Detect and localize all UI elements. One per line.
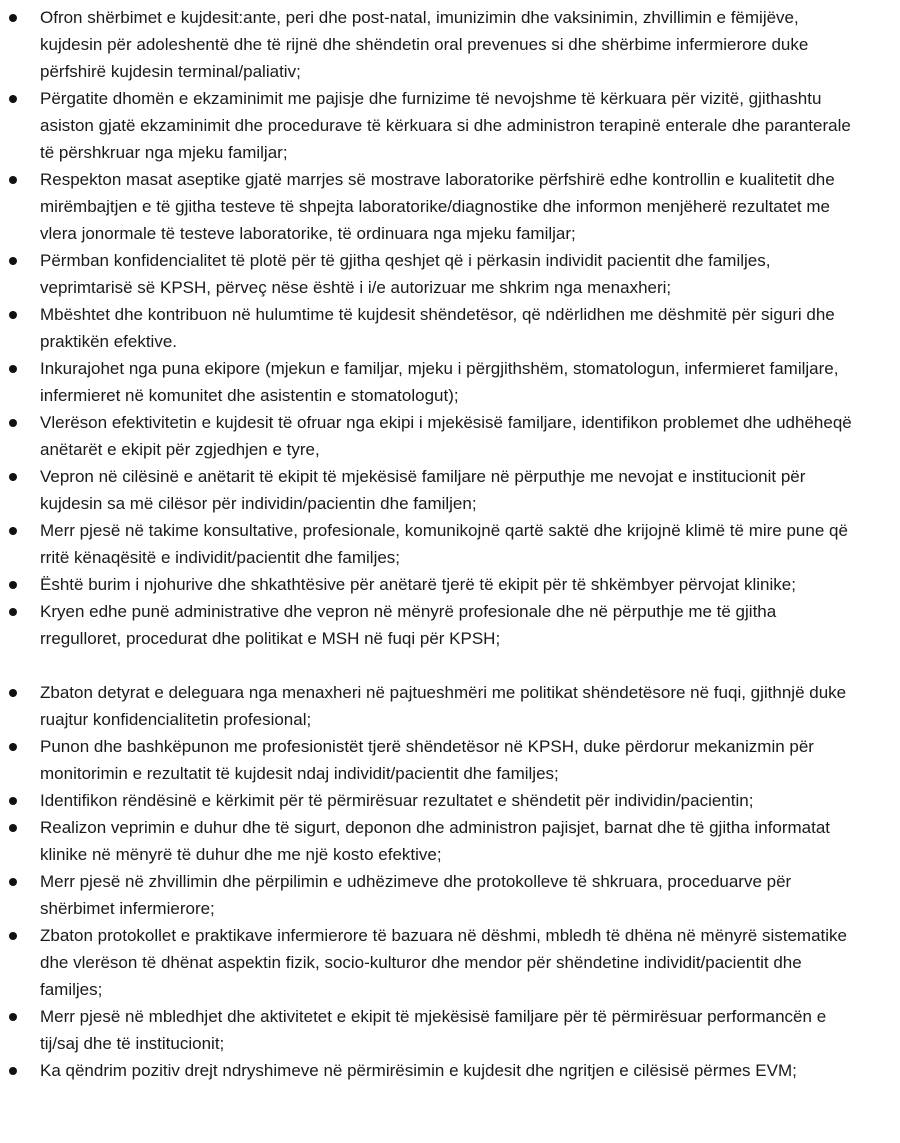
list-item	[0, 409, 900, 463]
list-item-text: Është burim i njohurive dhe shkathtësive për anëtarë tjerë të ekipit për të shkëmbyer përvojat klinike;	[40, 575, 796, 594]
list-item-text: Vlerëson efektivitetin e kujdesit të ofruar nga ekipi i mjekësisë familjare, identifikon problemet dhe udhëheqë anëtarët e ekipit për zgjedhjen e tyre,	[40, 413, 852, 459]
list-item	[0, 787, 900, 814]
list-item	[0, 85, 900, 166]
list-item-text: Ka qëndrim pozitiv drejt ndryshimeve në përmirësimin e kujdesit dhe ngritjen e cilësisë përmes EVM;	[40, 1061, 797, 1080]
list-item	[0, 922, 900, 1003]
list-item-text: Ofron shërbimet e kujdesit:ante, peri dhe post-natal, imunizimin dhe vaksinimin, zhvillimin e fëmijëve, kujdesin për adoleshentë dhe të rijnë dhe shëndetin oral prevenues si dhe shërbime infermierore duke përfshirë kujdesin terminal/paliativ;	[40, 8, 809, 81]
bullet-icon	[9, 14, 17, 22]
bullet-icon	[9, 176, 17, 184]
list-item	[0, 247, 900, 301]
list-item-text: Punon dhe bashkëpunon me profesionistët tjerë shëndetësor në KPSH, duke përdorur mekanizmin për monitorimin e rezultatit të kujdesit ndaj individit/pacientit dhe familjes;	[40, 737, 814, 783]
list-item-text: Inkurajohet nga puna ekipore (mjekun e familjar, mjeku i përgjithshëm, stomatologun, infermieret familjare, infermieret në komunitet dhe asistentin e stomatologut);	[40, 359, 839, 405]
list-item	[0, 355, 900, 409]
list-item-text: Zbaton detyrat e deleguara nga menaxheri në pajtueshmëri me politikat shëndetësore në fuqi, gjithnjë duke ruajtur konfidencialitetin profesional;	[40, 683, 847, 729]
bullet-icon	[9, 689, 17, 697]
list-item	[0, 868, 900, 922]
document-body	[0, 4, 900, 1084]
duties-list-second	[0, 679, 900, 1084]
bullet-icon	[9, 419, 17, 427]
duties-list-first	[0, 4, 900, 652]
bullet-icon	[9, 311, 17, 319]
list-item-text: Identifikon rëndësinë e kërkimit për të përmirësuar rezultatet e shëndetit për individin/pacientin;	[40, 791, 754, 810]
bullet-icon	[9, 932, 17, 940]
list-item	[0, 679, 900, 733]
bullet-icon	[9, 581, 17, 589]
bullet-icon	[9, 527, 17, 535]
bullet-icon	[9, 365, 17, 373]
list-item-text: Përmban konfidencialitet të plotë për të gjitha qeshjet që i përkasin individit pacientit dhe familjes, veprimtarisë së KPSH, përveç nëse është i i/e autorizuar me shkrim nga menaxheri;	[40, 251, 771, 297]
list-item-text: Vepron në cilësinë e anëtarit të ekipit të mjekësisë familjare në përputhje me nevojat e institucionit për kujdesin sa më cilësor për individin/pacientin dhe familjen;	[40, 467, 806, 513]
list-item-text: Zbaton protokollet e praktikave infermierore të bazuara në dëshmi, mbledh të dhëna në mënyrë sistematike dhe vlerëson të dhënat aspektin fizik, socio-kulturor dhe mendor për shëndetine individit/pacientit dhe familjes;	[40, 926, 847, 999]
bullet-icon	[9, 797, 17, 805]
list-item	[0, 571, 900, 598]
bullet-icon	[9, 608, 17, 616]
bullet-icon	[9, 95, 17, 103]
list-item-text: Realizon veprimin e duhur dhe të sigurt, deponon dhe administron pajisjet, barnat dhe të gjitha informatat klinike në mënyrë të duhur dhe me një kosto efektive;	[40, 818, 831, 864]
paragraph-gap	[0, 652, 900, 679]
list-item-text: Merr pjesë në mbledhjet dhe aktivitetet e ekipit të mjekësisë familjare për të përmirësuar performancën e tij/saj dhe të institucionit;	[40, 1007, 827, 1053]
list-item-text: Merr pjesë në zhvillimin dhe përpilimin e udhëzimeve dhe protokolleve të shkruara, proceduarve për shërbimet infermierore;	[40, 872, 792, 918]
bullet-icon	[9, 473, 17, 481]
bullet-icon	[9, 824, 17, 832]
bullet-icon	[9, 743, 17, 751]
list-item-text: Përgatite dhomën e ekzaminimit me pajisje dhe furnizime të nevojshme të kërkuara për vizitë, gjithashtu asiston gjatë ekzaminimit dhe procedurave të kërkuara si dhe administron terapinë enterale dhe paranterale të përshkruar nga mjeku familjar;	[40, 89, 851, 162]
list-item-text: Mbështet dhe kontribuon në hulumtime të kujdesit shëndetësor, që ndërlidhen me dëshmitë për siguri dhe praktikën efektive.	[40, 305, 835, 351]
list-item	[0, 301, 900, 355]
bullet-icon	[9, 1013, 17, 1021]
list-item	[0, 733, 900, 787]
list-item-text: Respekton masat aseptike gjatë marrjes së mostrave laboratorike përfshirë edhe kontrollin e kualitetit dhe mirëmbajtjen e të gjitha testeve të shpejta laboratorike/diagnostike dhe informon menjëherë rezultatet me vlera jonormale të testeve laboratorike, të ordinuara nga mjeku familjar;	[40, 170, 835, 243]
list-item-text: Kryen edhe punë administrative dhe vepron në mënyrë profesionale dhe në përputhje me të gjitha rregulloret, procedurat dhe politikat e MSH në fuqi për KPSH;	[40, 602, 777, 648]
bullet-icon	[9, 1067, 17, 1075]
bullet-icon	[9, 257, 17, 265]
list-item	[0, 598, 900, 652]
list-item-text: Merr pjesë në takime konsultative, profesionale, komunikojnë qartë saktë dhe krijojnë klimë të mire pune që rritë kënaqësitë e individit/pacientit dhe familjes;	[40, 521, 848, 567]
list-item	[0, 166, 900, 247]
bullet-icon	[9, 878, 17, 886]
list-item	[0, 4, 900, 85]
list-item	[0, 517, 900, 571]
list-item	[0, 1003, 900, 1057]
list-item	[0, 1057, 900, 1084]
list-item	[0, 814, 900, 868]
list-item	[0, 463, 900, 517]
